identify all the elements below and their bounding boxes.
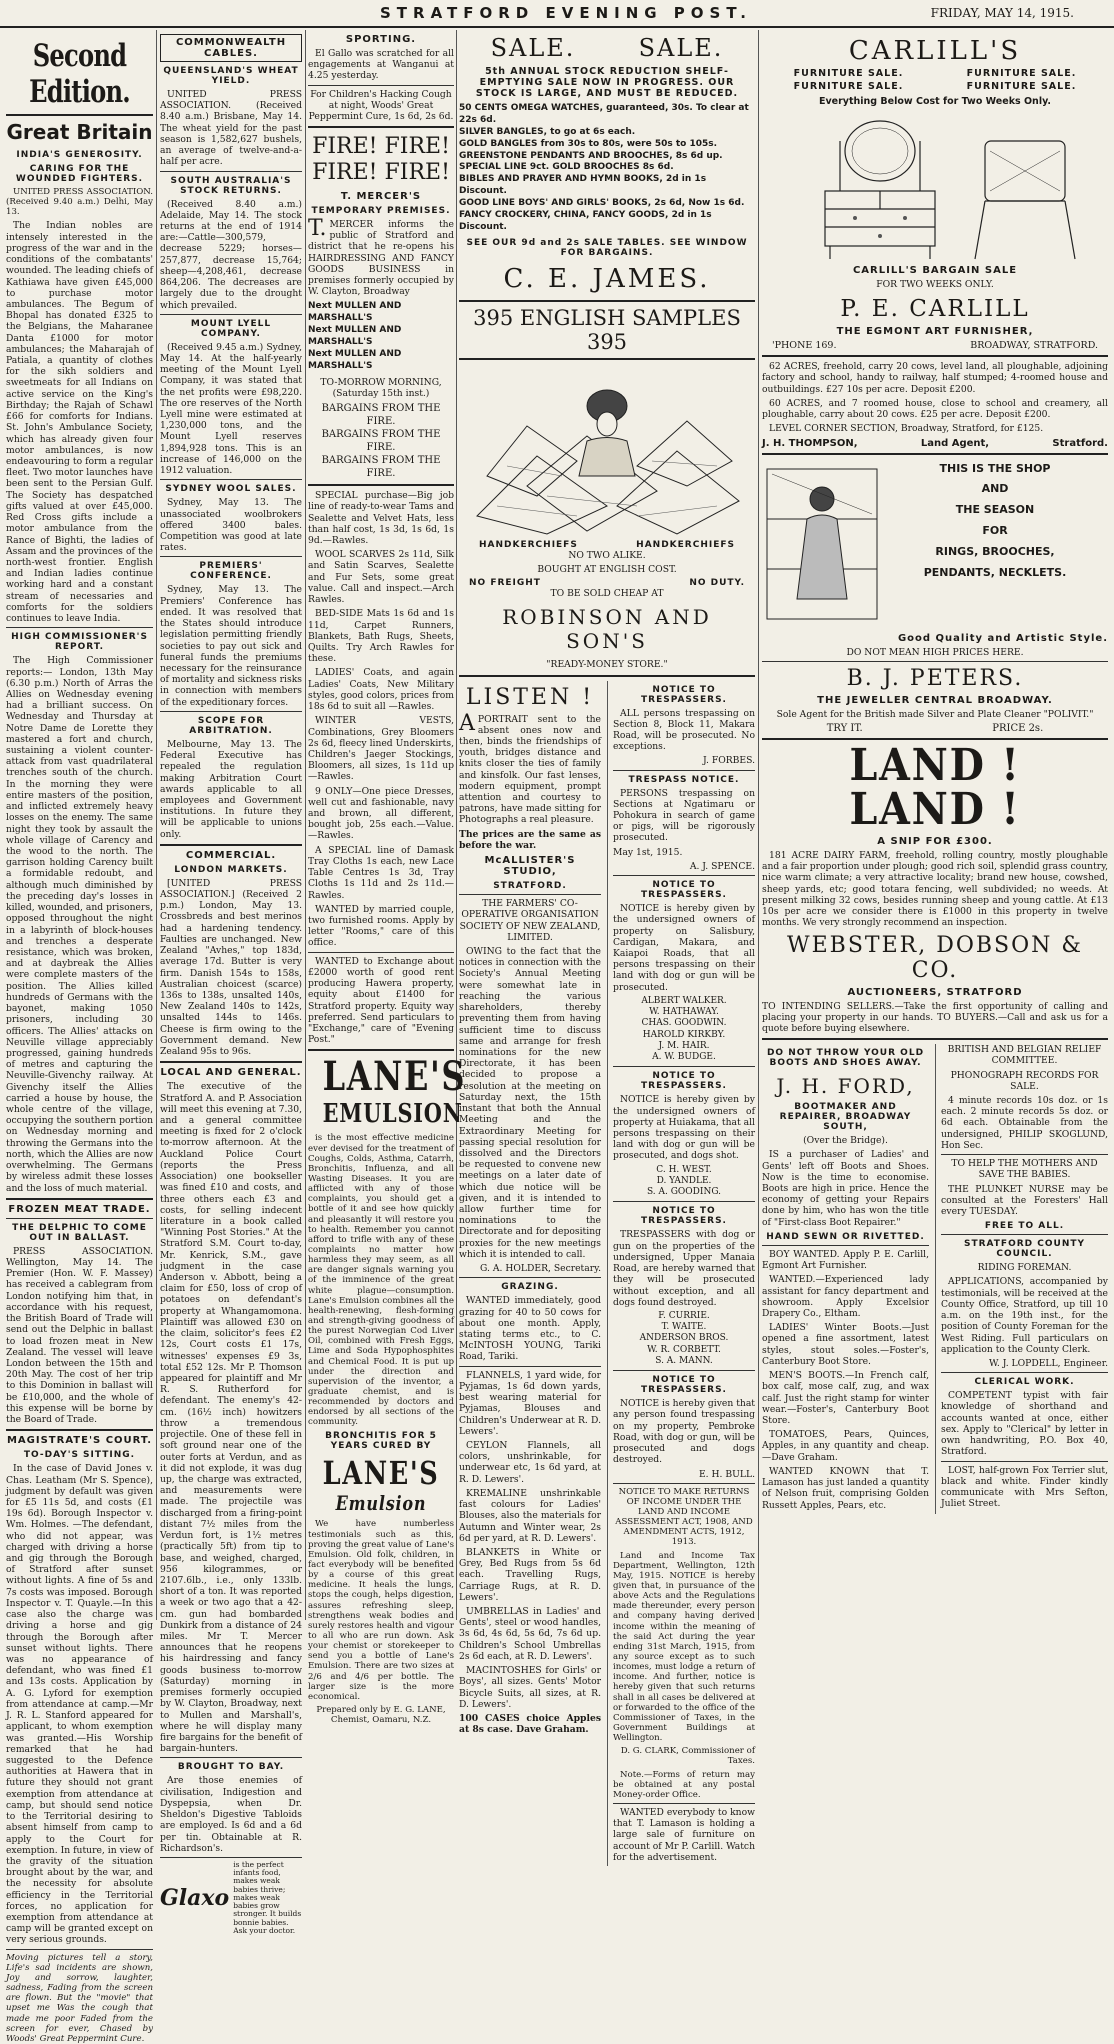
divider bbox=[762, 453, 1108, 455]
notice-signature: G. A. HOLDER, Secretary. bbox=[480, 1263, 601, 1275]
headline: NOTICE TO TRESPASSERS. bbox=[641, 1206, 727, 1227]
shop-illustration bbox=[762, 459, 882, 629]
classified: WANTED KNOWN that T. Lamason has just landed a quantity of Nelson fruit, comprising Golden Russett Apples, Pears, etc. bbox=[762, 1465, 929, 1511]
article-body: The High Commissioner reports:— London, 13th May (6.30 p.m.) North of Arras the Allies on Wednesday evening had a brilliant success. On Wednesday and Thursday at Notre Dame de Lorette they mastered a fort and church, sustaining a violent counter-attack from vast quadrilateral trenches south of the church. In the morning they were entire masters of the position, and inflicted extremely heavy losses on the enemy. The same night they took by assault the whole village of Carency and the wood to the north. The garrison holding Carency built a formidable redoubt, and although much diminished by the preceding day's losses in killed, wounded, and prisoners, opposed throughout the night in a labyrinth of block-houses and trenches a desperate resistance, which was broken, and at daybreak the Allies were complete masters of the position. The Allies killed hundreds of Germans with the bayonet, making 1050 prisoners, including 30 officers. The Allies' attacks on Neuville village appreciably progressed, gaining hundreds of metres and capturing the Neuville-Givenchy railway. At Givenchy itself the Allies carried a house by house, the whole centre of the village, occupying the southern portion on Wednesday morning and throwing the Germans into the north, which the Allies are now overwhelming. The Germans by wireless admit these losses and the loss of much material. bbox=[6, 655, 153, 1194]
classified: TOMATOES, Pears, Quinces, Apples, in any quantity and cheap. —Dave Graham. bbox=[762, 1429, 929, 1463]
advertisement-line: Everything Below Cost for Two Weeks Only. bbox=[818, 96, 1052, 107]
advertisement: For Children's Hacking Cough at night, Woods' Great Peppermint Cure, 1s 6d, 2s 6d. bbox=[308, 88, 454, 123]
address-lines bbox=[308, 301, 454, 372]
divider bbox=[613, 1803, 755, 1804]
lanes-logo-sub: EMULSION bbox=[322, 1099, 463, 1130]
classified: BOY WANTED. Apply P. E. Carlill, Egmont Art Furnisher. bbox=[762, 1248, 929, 1272]
shop-slogan bbox=[882, 459, 1108, 629]
classified: LADIES' Winter Boots.—Just opened a fine assortment, latest styles, stout soles.—Foster's, Canterbury Boot Store. bbox=[762, 1322, 929, 1367]
classified: BED-SIDE Mats 1s 6d and 1s 11d, Carpet Runners, Blankets, Bath Rugs, Sheets, Quilts. Try Arch Rawles for these. bbox=[308, 608, 454, 665]
lewers-classifieds bbox=[459, 1370, 601, 1710]
lower-right-column bbox=[935, 1044, 1108, 1514]
signatory-name: CHAS. GOODWIN. bbox=[641, 1018, 727, 1029]
advertisement-date: TO-MORROW MORNING, (Saturday 15th inst.) bbox=[320, 376, 442, 399]
signatory-name: T. WAITE. bbox=[661, 1322, 707, 1333]
headline: SOUTH AUSTRALIA'S STOCK RETURNS. bbox=[170, 175, 292, 196]
headline: MOUNT LYELL COMPANY. bbox=[190, 318, 272, 339]
shop-slogan-line: THIS IS THE SHOP bbox=[939, 461, 1051, 475]
sale-item: BIBLES AND PRAYER AND HYMN BOOKS, 2d in 1s Discount. bbox=[459, 174, 707, 197]
notice-body: OWING to the fact that the notices in connection with the Society's Annual Meeting were somewhat late in reaching the various shareholders, thereby preventing them from having sufficient time to discuss same and arrange for fresh nominations for the new Directorate, it has been decided to propose a resolution at the meeting on Saturday next, the 15th instant that both the Annual Meeting and the Extraordinary Meeting for passing special resolution for dissolved and the Directors be requested to convene new meetings on a later date of which due notice will be given, and it is intended to allow further time for nominations to the Directorate and for depositing proxies for the new meetings which it is intended to call. bbox=[459, 946, 601, 1260]
headline: FROZEN MEAT TRADE. bbox=[8, 1203, 151, 1215]
divider bbox=[762, 1038, 1108, 1040]
price: PRICE 2s. bbox=[992, 722, 1044, 734]
article-body: PRESS ASSOCIATION. Wellington, May 14. The Premier (Hon. W. F. Massey) has received a cablegram from London notifying him that, in accordance with his request, the British Board of Trade will send out the Delphic in ballast to load frozen meat in New Zealand. The vessel will leave London between the 15th and 20th May. The cost of her trip to this Dominion in ballast will be £10,000, and the whole of this expense will be borne by the Board of Trade. bbox=[6, 1245, 153, 1426]
notice-heading: TO HELP THE MOTHERS AND SAVE THE BABIES. bbox=[951, 1158, 1098, 1181]
column-news-britain bbox=[6, 30, 153, 2044]
advertisement-body: TO INTENDING SELLERS.—Take the first opportunity of calling and placing your property in our hands. TO BUYERS.—Call and ask us for a quote before buying elsewhere. bbox=[762, 1000, 1108, 1034]
land-banner: LAND ! LAND ! bbox=[849, 739, 1021, 835]
divider bbox=[160, 556, 302, 557]
notice-body: NOTICE is hereby given by the undersigned owners of property at Huiakama, that all persons trespassing on their land with dog or gun will be prosecuted, and dogs shot. bbox=[613, 1094, 755, 1162]
sale-item: GOOD LINE BOYS' AND GIRLS' BOOKS, 2s 6d, Now 1s 6d. bbox=[459, 198, 745, 208]
advertisement-body: is the most effective medicine ever devised for the treatment of Coughs, Colds, Asthma, Catarrh, Bronchitis, Influenza, and all Wasting Diseases. It you are afflicted with any of those complaints, you should get a bottle of it and see how quickly and pleasantly it will restore you to health. Remember you cannot afford to trifle with any of these complaints no matter how harmless they may seem, as all are danger signals warning you of the imminence of the great white plague—consumption. Lane's Emulsion combines all the health-renewing, flesh-forming and strength-giving goodness of the purest Norwegian Cod Liver Oil, combined with Fresh Eggs, Lime and Soda Hypophosphites and Chemical Food. It is put up under the direction and supervision of the inventor, a graduate chemist, and is recommended by doctors and endorsed by all sections of the community. bbox=[308, 1133, 454, 1428]
notice-signature: W. J. LOPDELL, Engineer. bbox=[989, 1357, 1108, 1369]
signatory-name: W. HATHAWAY. bbox=[649, 1007, 719, 1018]
classified: 100 CASES choice Apples at 8s case. Dave Graham. bbox=[459, 1713, 601, 1736]
notice-signature: D. G. CLARK, Commissioner of Taxes. bbox=[620, 1746, 755, 1767]
address: BROADWAY, STRATFORD. bbox=[970, 340, 1098, 352]
furniture-sale-label: FURNITURE SALE. bbox=[966, 81, 1077, 92]
signatory-name: HAROLD KIRKBY. bbox=[642, 1029, 726, 1040]
advertisement-line: Good Quality and Artistic Style. bbox=[897, 632, 1108, 644]
advertisement-body: We have numberless testimonials such as this, proving the great value of Lane's Emulsion. Old folk, children, in fact everybody will be benefited by a course of this great medicine. It heals the lungs, stops the cough, helps digestion, assures refreshing sleep, strengthens weak bodies and surely restores health and vigour to all who are run down. Ask your chemist or storekeeper to send you a bottle of Lane's Emulsion. There are two sizes at 2/6 and 4/6 per bottle. The larger size is the more economical. bbox=[308, 1519, 454, 1702]
signatory-name: J. M. HAIR. bbox=[658, 1040, 710, 1051]
lower-two-column bbox=[459, 681, 755, 1867]
bargain-lines bbox=[308, 402, 454, 480]
headline: MAGISTRATE'S COURT. bbox=[6, 1435, 152, 1447]
lanes-logo: LANE'S bbox=[322, 1454, 440, 1493]
shop-slogan-line: RINGS, BROOCHES, bbox=[935, 545, 1055, 559]
divider bbox=[941, 1461, 1108, 1462]
headline: SCOPE FOR ARBITRATION. bbox=[189, 715, 273, 736]
notice-body: ALL persons trespassing on Section 8, Block 11, Makara Road, will be prosecuted. No exceptions. bbox=[613, 707, 755, 753]
notice-heading: THE FARMERS' CO-OPERATIVE ORGANISATION SOCIETY OF NEW ZEALAND, LIMITED. bbox=[459, 898, 601, 943]
notice-note: Note.—Forms of return may be obtained at any postal Money-order Office. bbox=[613, 1769, 755, 1800]
article-body: [UNITED PRESS ASSOCIATION.] (Received 2 p.m.) London, May 13. Crossbreds and best merinos had a hardening tendency. Faulties are unchanged. New Zealand "Avhes," top 183d, average 17d. Butter is very firm. Danish 154s to 158s, Australian choicest (scarce) 136s to 138s, unsalted 140s, New Zealand 140s to 142s, unsalted 144s to 146s. Cheese is firm owing to the Government demand. New Zealand 95s to 96s. bbox=[160, 877, 302, 1058]
divider bbox=[160, 1857, 302, 1858]
notice-body: NOTICE is hereby given that any person found trespassing on my property, Pembroke Road, with dog or gun, will be prosecuted and dogs destroyed. bbox=[613, 1398, 755, 1466]
signatory-name: ANDERSON BROS. bbox=[639, 1333, 729, 1344]
notice-heading: NOTICE TO MAKE RETURNS OF INCOME UNDER THE LAND AND INCOME ASSESSMENT ACT, 1908, AND AMENDMENT ACTS, 1912, 1913. bbox=[615, 1486, 753, 1548]
masthead bbox=[0, 0, 1114, 28]
phone-number: 'PHONE 169. bbox=[772, 340, 837, 352]
headline: INDIA'S GENEROSITY. bbox=[16, 150, 143, 160]
advertiser-name: CARLILL'S bbox=[848, 36, 1022, 66]
classified: WANTED everybody to know that T. Lamason is holding a large sale of furniture on account of Mr P. Carlill. Watch for the advertisement. bbox=[613, 1806, 755, 1863]
notice-subheading: RIDING FOREMAN. bbox=[977, 1262, 1072, 1274]
headline: NOTICE TO TRESPASSERS. bbox=[641, 880, 727, 901]
headline: SPORTING. bbox=[345, 34, 417, 45]
article-body: Are those enemies of civilisation, Indigestion and Dyspepsia, when Dr. Sheldon's Digestive Tabloids are employed. Is 6d and a 6d per tin. Obtainable at R. Richardson's. bbox=[160, 1775, 302, 1854]
divider bbox=[308, 1049, 454, 1051]
divider bbox=[613, 1370, 755, 1371]
subheadline: LONDON MARKETS. bbox=[174, 864, 288, 875]
divider bbox=[6, 1198, 153, 1200]
advertiser-name: C. E. JAMES. bbox=[503, 263, 711, 294]
headline: GRAZING. bbox=[501, 1282, 559, 1293]
handkerchief-label: HANDKERCHIEFS bbox=[636, 539, 735, 550]
divider bbox=[160, 844, 302, 846]
headline: NOTICE TO TRESPASSERS. bbox=[641, 684, 727, 705]
divider bbox=[6, 1429, 153, 1431]
signatory-name: D. YANDLE. bbox=[656, 1175, 712, 1186]
divider bbox=[459, 894, 601, 895]
notice-body: Land and Income Tax Department, Wellington, 12th May, 1915. NOTICE is hereby given that, in pursuance of the above Acts and the Regulations made thereunder, every person and company having derived income within the meaning of the said Act during the year ending 31st March, 1915, from any source except as to such incomes, must lodge a return of income. And further, notice is hereby given that such returns shall in all cases be delivered at or forwarded to the office of the Commissioner of Taxes, in the Government Buildings at Wellington. bbox=[613, 1550, 755, 1744]
advertisement-heading: A SNIP FOR £300. bbox=[877, 835, 993, 847]
freight-label: NO FREIGHT bbox=[469, 578, 541, 589]
divider bbox=[613, 875, 755, 876]
sale-item: SPECIAL LINE 9ct. GOLD BROOCHES 8s 6d. bbox=[459, 162, 674, 173]
price-line bbox=[762, 723, 1108, 734]
notice-body: THE PLUNKET NURSE may be consulted at the Foresters' Hall every TUESDAY. bbox=[941, 1183, 1108, 1217]
lower-right-column bbox=[607, 681, 755, 1867]
headline: COMMERCIAL. bbox=[185, 849, 277, 861]
advertisement-line: "READY-MONEY STORE." bbox=[546, 659, 668, 671]
drop-cap: T. bbox=[308, 215, 327, 241]
divider bbox=[459, 675, 755, 677]
headline: QUEENSLAND'S WHEAT YIELD. bbox=[163, 66, 299, 86]
advertisement-text: MERCER informs the public of Stratford and district that he re-opens his HAIRDRESSING AND FANCY GOODS BUSINESS in premises formerly occupied by W. Clayton, Broadway bbox=[308, 218, 454, 298]
drop-cap: A bbox=[459, 710, 475, 736]
article-body: UNITED PRESS ASSOCIATION. (Received 8.40 a.m.) Brisbane, May 14. The wheat yield for the past season is 1,582,627 bushels, an average of twelve-and-a-half per acre. bbox=[160, 89, 302, 168]
article-body: In the case of David Jones v. Chas. Leatham (Mr S. Spence), judgment by default was given for £5 11s 5d, and costs (£1 19s 6d). Borough Inspector v. Wm. Holmes. —The defendant, who did not appear, was charged with driving a horse and gig through the Borough of Stratford after sunset without lights. A fine of 5s and 7s costs was imposed. Borough Inspector v. T. Quayle.—In this case also the charge was driving a horse and gig through the Borough after sunset without lights. There was no appearance of defendant, who was fined £1 and 13s costs. Application by A. G. Lyford for exemption from attendance at camp.—Mr J. R. L. Stanford appeared for applicant, to whom exemption was granted.—His Worship remarked that he had suggested to the Defence authorities at Hawera that in future they should not grant exemption from attendance at camp, but should send notice to the Territorial desiring to absent himself from camp to apply to the Court for exemption. In future, in view of the gravity of the situation brought about by the war, and the necessity for absolute efficiency in the Territorial forces, no application for exemption from attendance at camp will be granted except on very serious grounds. bbox=[6, 1463, 153, 1946]
divider bbox=[459, 1277, 601, 1278]
subheadline: THE DELPHIC TO COME OUT IN BALLAST. bbox=[12, 1222, 147, 1243]
advertisement-line: DO NOT MEAN HIGH PRICES HERE. bbox=[846, 646, 1024, 658]
headline: BROUGHT TO BAY. bbox=[177, 1762, 285, 1773]
headline: TRESPASS NOTICE. bbox=[628, 774, 740, 785]
bargain-line: BARGAINS FROM THE FIRE. bbox=[321, 403, 441, 428]
issue-date: FRIDAY, MAY 14, 1915. bbox=[930, 6, 1074, 20]
classified: KREMALINE unshrinkable fast colours for Ladies' Blouses, also the materials for Autumn and Winter wear, 2s 6d per yard, at R. D. Lewers'. bbox=[459, 1487, 601, 1544]
headline: NOTICE TO TRESPASSERS. bbox=[641, 1375, 727, 1396]
notice-body: APPLICATIONS, accompanied by testimonials, will be received at the County Office, Stratford, up till 10 a.m. on the 19th inst., for the position of County Foreman for the West Riding. Full particulars on application to the County Clerk. bbox=[941, 1276, 1108, 1355]
article-body: Sydney, May 13. The Premiers' Conference has ended. It was resolved that the States should introduce legislation permitting friendly societies to pay out sick and funeral funds the premiums necessary for the reinsurance of mortality and sickness risks in connection with members of the expeditionary forces. bbox=[160, 584, 302, 708]
glaxo-tagline: is the perfect infants food, makes weak babies thrive; makes weak babies grow stronger. It builds bonnie babies. Ask your doctor. bbox=[233, 1859, 302, 1935]
shop-slogan-line: FOR bbox=[982, 524, 1008, 538]
furniture-sale-label: FURNITURE SALE. bbox=[793, 81, 904, 92]
divider bbox=[308, 85, 454, 86]
signatory-name: W. R. CORBETT. bbox=[647, 1344, 721, 1355]
advertisement-line: Sole Agent for the British made Silver and Plate Cleaner "POLIVIT." bbox=[776, 708, 1094, 720]
headline: COMMONWEALTH CABLES. bbox=[160, 34, 302, 62]
classified: BLANKETS in White or Grey, Bed Rugs from 5s 6d each. Travelling Rugs, Carriage Rugs, at R. D. Lewers'. bbox=[459, 1546, 601, 1603]
notice-body: TRESPASSERS with dog or gun on the properties of the undersigned, Upper Manaia Road, are hereby warned that they will be prosecuted without exception, and all dogs found destroyed. bbox=[613, 1229, 755, 1308]
advertiser-subtitle: THE EGMONT ART FURNISHER, bbox=[836, 326, 1034, 338]
classified: MACINTOSHES for Girls' or Boys', all sizes. Gents' Motor Bicycle Suits, all sizes, at R. D. Lewers'. bbox=[459, 1665, 601, 1710]
advertiser-subtitle: AUCTIONEERS, STRATFORD bbox=[847, 986, 1023, 998]
divider bbox=[308, 952, 454, 953]
signatory-name: S. A. GOODING. bbox=[646, 1187, 722, 1198]
advertisement-heading: DO NOT THROW YOUR OLD BOOTS AND SHOES AWAY. bbox=[766, 1048, 925, 1069]
advertisement-line: HAND SEWN OR RIVETTED. bbox=[766, 1231, 925, 1242]
address-line: Next MULLEN AND MARSHALL'S bbox=[308, 348, 402, 371]
column-rule bbox=[758, 30, 759, 1620]
advertiser-town: STRATFORD. bbox=[493, 881, 567, 892]
divider bbox=[941, 1372, 1108, 1373]
bargain-line: BARGAINS FROM THE FIRE. bbox=[321, 455, 441, 480]
signatory-name: A. W. BUDGE. bbox=[652, 1052, 716, 1063]
divider bbox=[459, 1366, 601, 1367]
advertisement-body bbox=[459, 710, 601, 826]
classified: CEYLON Flannels, all colors, unshrinkable, for underwear etc, 1s 6d yard, at R. D. Lewers'. bbox=[459, 1439, 601, 1485]
divider bbox=[762, 1245, 929, 1246]
divider bbox=[613, 1483, 755, 1484]
land-agent-title: Land Agent, bbox=[920, 437, 990, 449]
divider bbox=[613, 770, 755, 771]
notice-body: NOTICE is hereby given by the undersigned owners of property on Salisbury, Cardigan, Makara, and Kaiapoi Roads, that all persons trespassing on their land with dog or gun will be prosecuted. bbox=[613, 903, 755, 993]
lower-left-column bbox=[762, 1044, 929, 1514]
dressing-table-illustration bbox=[785, 111, 1085, 261]
signatory-name: F. CURRIE. bbox=[658, 1310, 710, 1321]
jeweller-advertisement bbox=[762, 459, 1108, 629]
divider bbox=[160, 1757, 302, 1758]
shop-slogan-line: AND bbox=[981, 482, 1009, 496]
classified: SPECIAL purchase—Big job line of ready-to-wear Tams and Sealette and Velvet Hats, less than half cost, 1s 3d, 1s 6d, 1s 9d.—Rawles. bbox=[308, 490, 454, 546]
divider bbox=[308, 126, 454, 128]
advertiser-name: B. J. PETERS. bbox=[846, 665, 1024, 691]
classified: FLANNELS, 1 yard wide, for Pyjamas, 1s 6d down yards, best wearing material for Pyjamas, Blouses and Children's Underwear at R. D. Lewers'. bbox=[459, 1369, 601, 1437]
sale-item: SILVER BANGLES, to go at 6s each. bbox=[459, 126, 636, 137]
advertiser-subtitle: THE JEWELLER CENTRAL BROADWAY. bbox=[817, 694, 1053, 706]
farm-listing: 62 ACRES, freehold, carry 20 cows, level land, all ploughable, adjoining factory and school, handy to railway, half stumped; 4-roomed house and outbuildings. £27 10s per acre. Deposit £200. bbox=[762, 361, 1108, 395]
duty-label: NO DUTY. bbox=[689, 578, 745, 589]
glaxo-logo: Glaxo bbox=[160, 1885, 230, 1912]
sale-see: SEE OUR 9d and 2s SALE TABLES. SEE WINDOW FOR BARGAINS. bbox=[466, 237, 748, 258]
advertisement-body bbox=[308, 215, 454, 298]
advertisement-body: IS a purchaser of Ladies' and Gents' left off Boots and Shoes. Now is the time to economise. Boots are high in price. Hence the economy of getting your Repairs done by him, who has won the title of "First-class Boot Repairer." bbox=[762, 1149, 929, 1228]
classified: WINTER VESTS, Combinations, Grey Bloomers 2s 6d, fleecy lined Underskirts, Children's Jaeger Stockings, Bloomers, all sizes, 1s 11d up —Rawles. bbox=[308, 715, 454, 783]
glaxo-advertisement bbox=[160, 1861, 302, 1935]
notice-signature: A. J. SPENCE. bbox=[689, 860, 755, 872]
furniture-sale-label: FURNITURE SALE. bbox=[793, 68, 904, 79]
sale-item: GREENSTONE PENDANTS AND BROOCHES, 8s 6d up. bbox=[459, 150, 723, 161]
column-advertisements bbox=[459, 30, 755, 1863]
try-it: TRY IT. bbox=[826, 722, 863, 734]
classified: WANTED to Exchange about £2000 worth of good rent producing Hawera property, equity about £1400 for Stratford property. Equity way preferred. Send particulars to "Exchange," care of "Evening Post." bbox=[308, 955, 454, 1046]
freight-line bbox=[459, 578, 755, 588]
advertiser-name: P. E. CARLILL bbox=[840, 296, 1030, 323]
column-rule bbox=[305, 30, 306, 1620]
lanes-logo-sub: Emulsion bbox=[335, 1491, 427, 1516]
dateline: UNITED PRESS ASSOCIATION. (Received 9.40 a.m.) Delhi, May 13. bbox=[6, 187, 153, 218]
classified: WANTED immediately, good grazing for 40 to 50 cows for about one month. Apply, stating terms etc., to C. McINTOSH YOUNG, Tariki Road, Tariki. bbox=[459, 1295, 601, 1363]
subheadline: TO-DAY'S SITTING. bbox=[23, 1450, 136, 1461]
divider bbox=[762, 661, 1108, 662]
shop-slogan-line: THE SEASON bbox=[955, 503, 1035, 517]
headline: LOCAL AND GENERAL. bbox=[160, 1067, 302, 1079]
advertiser-name: J. H. FORD, bbox=[776, 1074, 915, 1099]
address-line: Next MULLEN AND MARSHALL'S bbox=[308, 325, 402, 348]
classified: UMBRELLAS in Ladies' and Gents', steel or wood handles, 3s 6d, 4s 6d, 5s 6d, 7s 6d up. Children's School Umbrellas 2s 6d each, at R. D. Lewers'. bbox=[459, 1606, 601, 1662]
notice-line: FREE TO ALL. bbox=[984, 1221, 1065, 1232]
furniture-sale-row bbox=[762, 81, 1108, 92]
article-body: (Received 8.40 a.m.) Adelaide, May 14. The stock returns at the end of 1914 are:—Cattle—300,579, decrease 5229; horses—257,877, decrease 15,764; sheep—4,208,461, decrease 864,206. The decreases are largely due to the drought which prevailed. bbox=[160, 198, 302, 311]
headline: HIGH COMMISSIONER'S REPORT. bbox=[11, 632, 148, 653]
sale-items bbox=[459, 103, 755, 234]
farm-listing: 60 ACRES, and 7 roomed house, close to school and creamery, all ploughable, carry about 20 cows. £25 per acre. Deposit £200. bbox=[762, 397, 1108, 421]
furniture-sale-row bbox=[762, 68, 1108, 79]
advertisement-line: TO BE SOLD CHEAP AT bbox=[550, 588, 664, 600]
handkerchief-illustration bbox=[467, 366, 747, 536]
advertisement-line: The prices are the same as before the war. bbox=[459, 828, 601, 851]
article-body: (Received 9.45 a.m.) Sydney, May 14. At the half-yearly meeting of the Mount Lyell Company, it was stated that the net profits were £98,220. The ore reserves of the North Lyell mine were estimated at 1,230,000 tons, and the Mount Lyell reserves 1,894,928 tons. This is an increase of 146,000 on the 1912 valuation. bbox=[160, 341, 302, 477]
listen-heading: LISTEN ! bbox=[465, 684, 595, 710]
land-agent-line bbox=[762, 438, 1108, 449]
article-body: The executive of the Stratford A. and P. Association will meet this evening at 7.30, and a general committee meeting is fixed for 2 o'clock to-morrow afternoon. At the Auckland Police Court (reports the Press Association) one bookseller was fined £10 and costs, and three others each £3 and costs, for selling indecent literature in a book called "Winning Post Stories." At the Stratford S.M. Court to-day, Mr. Kenrick, S.M., gave judgment in the case Anderson v. Abbott, being a claim for £50, loss of crop of potatoes on defendant's property at Whangamomona. Plaintiff was allowed £30 on the claim, solicitor's fees £2 12s, Court costs £1 17s, witnesses' expenses £9 3s, total £52 12s. Mr P. Thomson appeared for plaintiff and Mr R. S. Rutherford for defendant. The enemy's 42-cm. (16½ inch) howitzers throw a tremendous projectile. One of these fell in soft ground near one of the outer forts at Verdun, and as it did not explode, it was dug up, the charge was extracted, and measurements were made. The projectile was discharged from a firing-point distant 7½ miles from the Verdun fort, is 1½ metres (practically 5ft) from tip to base, and weighed, charged, 956 kilogrammes, or 2107.6lb., i.e., only 133lb. short of a ton. It was reported a week or two ago that a 42-cm. gun had bombarded Dunkirk from a distance of 24 miles. Mr T. Mercer announces that he reopens his hairdressing and fancy goods business to-morrow (Saturday) morning in premises formerly occupied by W. Clayton, Broadway, next to Mullen and Marshall's, where he will display many fire bargains for the benefit of bargain-hunters. bbox=[160, 1081, 302, 1755]
notice-heading: STRATFORD COUNTY COUNCIL. bbox=[963, 1239, 1086, 1260]
notice-body: 4 minute records 10s doz. or 1s each. 2 minute records 5s doz. or 6d each. Obtainable from the undersigned, PHILIP SKOGLUND, Hon Sec. bbox=[941, 1095, 1108, 1151]
sale-banner bbox=[459, 34, 755, 62]
sale-word: SALE. bbox=[490, 34, 576, 62]
headline: NOTICE TO TRESPASSERS. bbox=[641, 1071, 727, 1092]
headline: BRONCHITIS FOR 5 YEARS CURED BY bbox=[325, 1431, 437, 1452]
advertiser-name: WEBSTER, DOBSON & CO. bbox=[787, 932, 1083, 983]
column-ads bbox=[308, 30, 467, 1726]
article-body: Melbourne, May 13. The Federal Executive has repealed the regulation making Arbitration Court awards applicable to all employees and Government institutions. In future they will be applicable to unions only. bbox=[160, 738, 302, 840]
bargain-line: BARGAINS FROM THE FIRE. bbox=[321, 429, 441, 454]
advertiser-subtitle: TEMPORARY PREMISES. bbox=[311, 205, 451, 216]
article-body: Sydney, May 13. The unassociated woolbrokers offered 3400 bales. Competition was good at late rates. bbox=[160, 497, 302, 554]
land-agent-name: J. H. THOMPSON, bbox=[762, 437, 858, 449]
notice-signatories bbox=[613, 996, 755, 1064]
furniture-sale-label: FURNITURE SALE. bbox=[966, 68, 1077, 79]
notice-date: May 1st, 1915. bbox=[613, 846, 683, 858]
section-heading: Great Britain bbox=[6, 120, 153, 144]
divider bbox=[160, 171, 302, 172]
classified: WANTED.—Experienced lady assistant for fancy department and showroom. Apply Excelsior Drapery Co., Eltham. bbox=[762, 1274, 929, 1319]
advertisement-line: BOUGHT AT ENGLISH COST. bbox=[537, 563, 677, 575]
advertisement-footer: Prepared only by E. G. LANE, Chemist, Oamaru, N.Z. bbox=[316, 1705, 446, 1726]
divider bbox=[6, 627, 153, 628]
fire-banner: FIRE! FIRE! FIRE! FIRE! bbox=[312, 134, 450, 185]
divider bbox=[160, 479, 302, 480]
column-rule bbox=[456, 30, 457, 1620]
lower-left-column bbox=[459, 681, 601, 1867]
notice-signature: E. H. BULL. bbox=[698, 1468, 755, 1480]
lanes-logo: LANE'S bbox=[322, 1053, 467, 1101]
land-agent-town: Stratford. bbox=[1052, 437, 1108, 449]
sale-word: SALE. bbox=[638, 34, 724, 62]
advertiser-name: ROBINSON AND SON'S bbox=[502, 605, 712, 654]
headline: SYDNEY WOOL SALES. bbox=[165, 484, 297, 495]
article-body: The Indian nobles are intensely interested in the progress of the war and in the conditions of the combatants' wounded. The leading chiefs of Kathiawa have given £45,000 to purchase motor ambulances. The Begum of Bhopal has donated £325 to the Belgians, the Maharanee Danta £1000 for motor ambulances; the Maharajah of Patiala, a quantity of clothes for the sikh soldiers and sweetmeats for all Indians on active service on the King's Birthday; the Rajah of Schawl £66 for comforts for Indians. St. John's Ambulance Society, which has already given four motor ambulances, is now endeavouring to form a regular fleet. Two motor launches have been sent to the Persian Gulf. The Society has despatched gifts valued at over £45,000. Red Cross gifts include a motor ambulance from the Rance of Bighti, the ladies of Assam and the provinces of the north-west frontier. English and Indian ladies continue working hard and a constant stream of necessaries and comforts for the soldiers continues to leave India. bbox=[6, 220, 153, 625]
sale-item: GOLD BANGLES from 30s to 80s, were 50s to 105s. bbox=[459, 138, 718, 149]
divider bbox=[160, 711, 302, 712]
column-advertisements-right bbox=[762, 30, 1108, 1620]
advertiser-name: McALLISTER'S STUDIO, bbox=[484, 855, 576, 878]
notice-signature: J. FORBES. bbox=[703, 755, 755, 767]
signatory-name: ALBERT WALKER. bbox=[641, 995, 727, 1006]
advertisement-body: 181 ACRE DAIRY FARM, freehold, rolling country, mostly ploughable and a fair proportion under plough; good rich soil, splendid grass country, nice warm climate; a very attractive locality; brand new house, cowshed, sheep yards, etc; good totara fencing, well subdivided; no weeds. At present milking 32 cows, besides running sheep and young cattle. At £13 10s per acre we consider there is £1000 in this property in twelve months. We very strongly recommend an inspection. bbox=[762, 849, 1108, 929]
classified: MEN'S BOOTS.—In French calf, box calf, mose calf, zug, and wax calf. Just the right stamp for winter wear.—Foster's, Canterbury Boot Store. bbox=[762, 1370, 929, 1426]
verse-advertisement: Moving pictures tell a story, Life's sad incidents are shown, Joy and sorrow, laughter, sadness, Fading from the screen are flown. But the "movie" that upset me Was the cough that made me poor Faded from the screen for ever, Chased by Woods' Great Peppermint Cure. bbox=[6, 1952, 153, 2044]
signatory-name: C. H. WEST. bbox=[656, 1164, 712, 1175]
handkerchief-labels bbox=[459, 540, 755, 550]
divider bbox=[6, 1218, 153, 1219]
divider bbox=[6, 1949, 153, 1950]
divider bbox=[160, 314, 302, 315]
headline: PREMIERS' CONFERENCE. bbox=[190, 561, 272, 582]
classified: WOOL SCARVES 2s 11d, Silk and Satin Scarves, Sealette and Fur Sets, some great value. Call and inspect.—Arch Rawles. bbox=[308, 549, 454, 606]
divider bbox=[941, 1154, 1108, 1155]
signatory-name: S. A. MANN. bbox=[655, 1355, 713, 1366]
notice-body: PERSONS trespassing on Sections at Ngatimaru or Pohokura in search of game or pigs, will be rigorously prosecuted. bbox=[613, 787, 755, 844]
farm-listings bbox=[762, 361, 1108, 434]
classified: WANTED by married couple, two furnished rooms. Apply by letter "Rooms," care of this office. bbox=[308, 903, 454, 949]
notice-body: COMPETENT typist with fair knowledge of shorthand and accounts wanted at once, either sex. Apply to "Clerical" by letter in own handwriting, P.O. Box 40, Stratford. bbox=[941, 1390, 1108, 1458]
advertisement-heading: CARLILL'S BARGAIN SALE bbox=[852, 265, 1018, 276]
notice-heading: CLERICAL WORK. bbox=[974, 1377, 1075, 1388]
rawles-classifieds bbox=[308, 490, 454, 901]
advertiser-name: T. MERCER'S bbox=[340, 190, 422, 202]
column-cables bbox=[160, 30, 302, 1935]
classified: LADIES' Coats, and again Ladies' Coats, New Military styles, good colors, prices from 18s 6d to suit all —Rawles. bbox=[308, 667, 454, 713]
divider bbox=[941, 1234, 1108, 1235]
article-body: El Gallo was scratched for all engagements at Wanganui at 4.25 yesterday. bbox=[308, 48, 454, 82]
divider bbox=[308, 484, 454, 486]
classified: 9 ONLY—One piece Dresses, well cut and fashionable, navy and brown, all different, bought job, 25s each.—Value.—Rawles. bbox=[308, 785, 454, 842]
divider bbox=[762, 355, 1108, 357]
advertisement-text: PORTRAIT sent to the absent ones now and then, binds the friendships of youth, bridges distance and knits closer the ties of family and kinsfolk. Our fast lenses, modern equipment, prompt attention and courtesy to patrons, have made sitting for Photographs a real pleasure. bbox=[459, 713, 601, 826]
notice-signatories bbox=[613, 1165, 755, 1199]
handkerchief-label: HANDKERCHIEFS bbox=[479, 539, 578, 550]
advertiser-subtitle: BOOTMAKER AND REPAIRER, BROADWAY SOUTH, bbox=[779, 1102, 912, 1133]
shop-slogan-line: PENDANTS, NECKLETS. bbox=[923, 565, 1067, 579]
divider bbox=[613, 1201, 755, 1202]
samples-banner: 395 ENGLISH SAMPLES 395 bbox=[459, 300, 755, 360]
column-rule bbox=[156, 30, 157, 1620]
notice-heading: BRITISH AND BELGIAN RELIEF COMMITTEE. bbox=[947, 1044, 1102, 1067]
address-line: Next MULLEN AND MARSHALL'S bbox=[308, 301, 402, 324]
divider bbox=[160, 1061, 302, 1063]
notice-signatories bbox=[613, 1311, 755, 1367]
subheadline: CARING FOR THE WOUNDED FIGHTERS. bbox=[15, 164, 144, 184]
divider bbox=[613, 1066, 755, 1067]
sale-item: FANCY CROCKERY, CHINA, FANCY GOODS, 2d in 1s Discount. bbox=[459, 209, 712, 232]
edition-heading: Second Edition. bbox=[29, 38, 130, 110]
classified: A SPECIAL line of Damask Tray Cloths 1s each, new Lace Table Centres 1s 3d, Tray Cloths 1s 11d and 2s 11d.—Rawles. bbox=[308, 844, 454, 901]
newspaper-title: STRATFORD EVENING POST. bbox=[380, 4, 753, 22]
advertisement-line: NO TWO ALIKE. bbox=[568, 549, 646, 561]
classified: LOST, half-grown Fox Terrier slut, black and white. Finder kindly communicate with Mrs Sefton, Juliet Street. bbox=[941, 1464, 1108, 1510]
sale-subtitle: 5th ANNUAL STOCK REDUCTION SHELF-EMPTYING SALE NOW IN PROGRESS. OUR STOCK IS LARGE, AND MUST BE REDUCED. bbox=[475, 66, 739, 99]
advertisement-line: FOR TWO WEEKS ONLY. bbox=[876, 279, 994, 290]
sale-item: 50 CENTS OMEGA WATCHES, guaranteed, 30s. To clear at 22s 6d. bbox=[459, 103, 749, 125]
lower-two-column bbox=[762, 1044, 1108, 1514]
advertiser-location: (Over the Bridge). bbox=[803, 1135, 888, 1147]
advertiser-contact bbox=[762, 340, 1108, 351]
notice-subheading: PHONOGRAPH RECORDS FOR SALE. bbox=[950, 1069, 1099, 1092]
divider bbox=[6, 114, 153, 116]
farm-listing: LEVEL CORNER SECTION, Broadway, Stratford, for £125. bbox=[769, 423, 1044, 435]
